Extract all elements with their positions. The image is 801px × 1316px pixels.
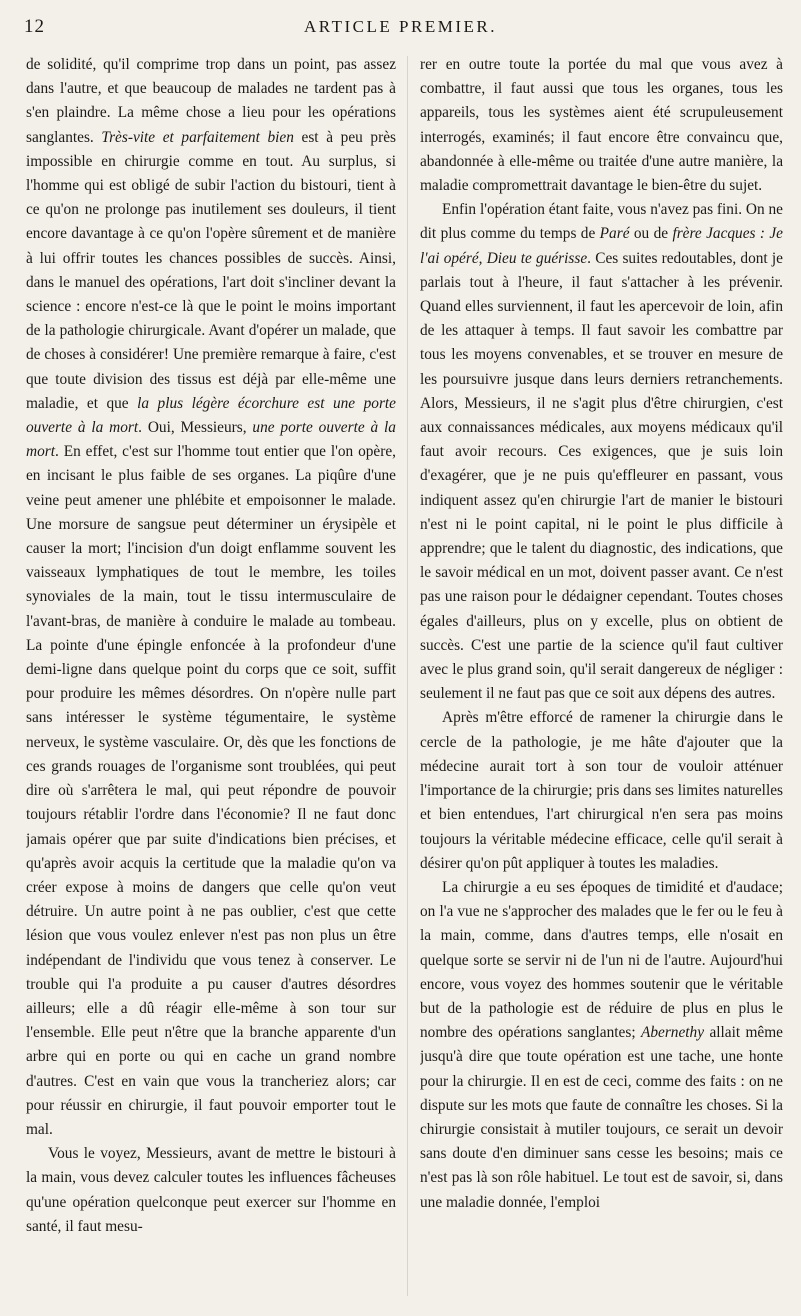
italic-phrase: la plus légère écorchure est une porte ouverte à la mort (26, 394, 396, 437)
italic-name: Paré (599, 225, 630, 243)
column-divider (407, 56, 408, 1296)
paragraph: Enfin l'opération étant faite, vous n'avez pas fini. On ne dit plus comme du temps de Paré ou de frère Jacques : Je l'ai opéré, Dieu te guérisse. Ces suites redoutables, dont je parlais tout à l'heure, il faut s'attacher à les prévenir. Quand elles surviennent, il faut les apercevoir de loin, afin de les attaquer à temps. Il faut savoir les combattre par tous les moyens convenables, et se trouver en mesure de les poursuivre jusque dans leurs derniers retranchements. Alors, Messieurs, il ne s'agit plus d'être chirurgien, c'est aux connaissances médicales, aux moyens médicaux qu'il faut avoir recours. Ces exigences, que je suis loin d'exagérer, que je ne puis qu'effleurer en passant, vous indiquent assez qu'en chirurgie l'art de manier le bistouri n'est ni le point capital, ni le point le plus difficile à apprendre; que le talent du diagnostic, des indications, que le savoir médical en un mot, doivent passer avant. Ce n'est pas une raison pour le dédaigner cependant. Toutes choses égales d'ailleurs, plus on y excelle, plus on obtient de succès. C'est une partie de la science qu'il faut cultiver avec le plus grand soin, qu'il serait dangereux de négliger : seulement il ne faut pas que ce soit aux dépens des autres. (420, 201, 783, 703)
paragraph: Après m'être efforcé de ramener la chirurgie dans le cercle de la pathologie, je me hâte d'ajouter que la médecine aurait tort à son tour de vouloir atténuer l'importance de la chirurgie; pris dans ses limites naturelles et bien entendues, l'art chirurgical n'en sera pas moins toujours la véritable médecine efficace, celle qu'il serait à désirer qu'on pût appliquer à toutes les maladies. (420, 709, 783, 872)
italic-phrase: Très-vite et parfaitement bien (101, 128, 294, 146)
italic-phrase: frère Jacques : Je l'ai opéré, Dieu te guérisse (420, 225, 783, 267)
left-column (26, 53, 396, 1305)
paragraph: de solidité, qu'il comprime trop dans un point, pas assez dans l'autre, et que beaucoup de malades ne tardent pas à s'en plaindre. La même chose a lieu pour les opérations sanglantes. Très-vite et parfaitement bien est à peu près impossible en chirurgie comme en tout. Au surplus, si l'homme qui est obligé de subir l'action du bistouri, tient à ce qu'on ne prolonge pas inutilement ses douleurs, il tient encore davantage à ce qu'on l'opère sûrement et de manière à lui offrir toutes les chances possibles de succès. Ainsi, dans le manuel des opérations, l'art doit s'incliner devant la science : encore n'est-ce là que le point le moins important de la pathologie chirurgicale. Avant d'opérer un malade, que de choses à considérer! Une première remarque à faire, c'est que toute division des tissus est déjà par elle-même une maladie, et que la plus légère écorchure est une porte ouverte à la mort. Oui, Messieurs, une porte ouverte à la mort. En effet, c'est sur l'homme tout entier que l'on opère, en incisant le plus faible de ses organes. La piqûre d'une veine peut amener une phlébite et empoisonner le malade. Une morsure de sangsue peut déterminer un érysipèle et causer la mort; l'incision d'un doigt enflamme souvent les vaisseaux lymphatiques de tout le membre, les toiles synoviales de la main, tout le tissu intermusculaire de l'avant-bras, de manière à conduire le malade au tombeau. La pointe d'une épingle enfoncée à la profondeur d'une demi-ligne dans quelque point du corps que ce soit, suffit pour produire les mêmes désordres. On n'opère nulle part sans intéresser le système tégumentaire, le système nerveux, le système vasculaire. Or, dès que les fonctions de ces grands rouages de l'organisme sont troublées, qui peut dire où s'arrêtera le mal, qui peut répondre de pouvoir toujours rétablir l'ordre dans l'économie? Il ne faut donc jamais opérer que par suite d'indications bien précises, et qu'après avoir acquis la certitude que la maladie qu'on va créer expose à moins de dangers que celle qu'on veut détruire. Un autre point à ne pas oublier, c'est que cette lésion que vous voulez enlever n'est pas non plus un être indépendant de l'individu que vous tenez à conserver. Le trouble qui l'a produite a pu causer d'autres désordres ailleurs; elle a dû réagir elle-même à son tour sur l'ensemble. Elle peut n'être que la branche apparente d'un arbre qui en porte ou qui en cache un grand nombre d'autres. C'est en vain que vous la trancheriez alors; car pour réussir en chirurgie, il faut pouvoir emporter tout le mal. (26, 56, 396, 1138)
paragraph: rer en outre toute la portée du mal que vous avez à combattre, il faut aussi que tous les organes, tous les appareils, tous les systèmes aient été scrupuleusement interrogés, examinés; il faut encore être convaincu que, abandonnée à elle-même ou traitée d'une autre manière, la maladie compromettrait davantage le bien-être du sujet. (420, 56, 783, 195)
paragraph: La chirurgie a eu ses époques de timidité et d'audace; on l'a vue ne s'approcher des malades que le fer ou le feu à la main, comme, dans d'autres temps, elle n'osait en quelque sorte se servir ni de l'un ni de l'autre. Aujourd'hui encore, vous voyez des hommes soutenir que le véritable but de la pathologie est de réduire de plus en plus le nombre des opérations sanglantes; Abernethy allait même jusqu'à dire que toute opération est une tache, une honte pour la chirurgie. Il en est de ceci, comme des faits : on ne dispute sur les mots que faute de connaître les choses. Si la chirurgie consistait à mutiler toujours, ce serait un devoir sans doute d'en diminuer sans cesse les besoins; mais ce n'est pas là son rôle habituel. Le tout est de savoir, si, dans une maladie donnée, l'emploi (420, 878, 783, 1211)
page-number: 12 (24, 16, 45, 37)
running-title: ARTICLE PREMIER. (304, 17, 497, 36)
italic-phrase: une porte ouverte à la mort (26, 419, 396, 461)
italic-name: Abernethy (640, 1024, 705, 1042)
right-column (420, 53, 783, 1305)
page-header (0, 16, 801, 40)
paragraph: Vous le voyez, Messieurs, avant de mettre le bistouri à la main, vous devez calculer toutes les influences fâcheuses qu'une opération quelconque peut exercer sur l'homme en santé, il faut mesu- (26, 1145, 396, 1235)
